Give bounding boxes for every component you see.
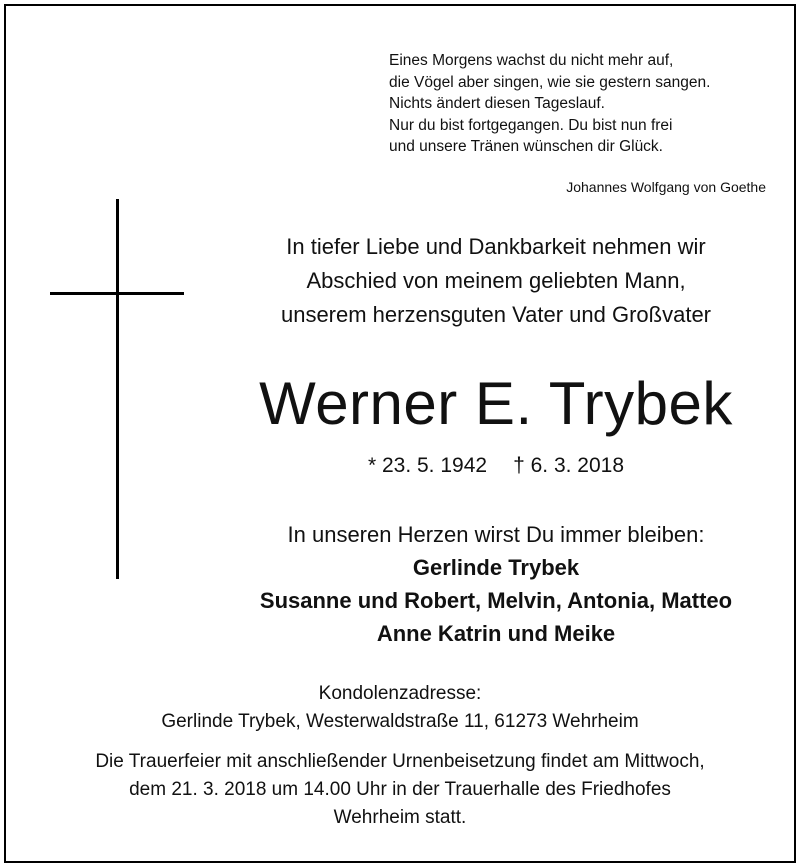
intro-text xyxy=(186,230,800,332)
life-dates xyxy=(186,451,800,481)
funeral-notice xyxy=(6,748,794,832)
mourner-name: Gerlinde Trybek xyxy=(412,555,580,580)
poem-line: und unsere Tränen wünschen dir Glück. xyxy=(389,138,663,155)
condolence-block xyxy=(6,680,794,736)
funeral-line: Die Trauerfeier mit anschließender Urnenbeisetzung findet am Mittwoch, xyxy=(95,751,705,772)
deceased-name: Werner E. Trybek xyxy=(259,370,733,437)
poem-author: Johannes Wolfgang von Goethe xyxy=(566,179,766,195)
intro-line: In tiefer Liebe und Dankbarkeit nehmen wir xyxy=(286,234,706,259)
condolence-label: Kondolenzadresse: xyxy=(318,683,482,704)
obituary-frame xyxy=(4,4,796,863)
poem xyxy=(389,50,789,158)
funeral-line: Wehrheim statt. xyxy=(333,807,467,828)
mourners-heading: In unseren Herzen wirst Du immer bleiben: xyxy=(287,522,705,547)
poem-line: Eines Morgens wachst du nicht mehr auf, xyxy=(389,52,674,69)
funeral-line: dem 21. 3. 2018 um 14.00 Uhr in der Trauerhalle des Friedhofes xyxy=(129,779,671,800)
poem-line: Nichts ändert diesen Tageslauf. xyxy=(389,95,605,112)
mourner-name: Susanne und Robert, Melvin, Antonia, Matteo xyxy=(259,588,733,613)
mourner-name: Anne Katrin und Meike xyxy=(376,621,616,646)
condolence-address: Gerlinde Trybek, Westerwaldstraße 11, 61273 Wehrheim xyxy=(161,711,639,732)
death-date: † 6. 3. 2018 xyxy=(513,454,625,477)
cross-icon-horizontal xyxy=(50,292,184,295)
poem-line: die Vögel aber singen, wie sie gestern sangen. xyxy=(389,73,711,91)
cross-icon-vertical xyxy=(116,199,119,579)
birth-date: * 23. 5. 1942 xyxy=(367,454,488,477)
intro-line: unserem herzensguten Vater und Großvater xyxy=(280,302,712,327)
mourners-block xyxy=(186,518,800,650)
poem-line: Nur du bist fortgegangen. Du bist nun frei xyxy=(389,116,673,134)
intro-line: Abschied von meinem geliebten Mann, xyxy=(306,268,686,293)
